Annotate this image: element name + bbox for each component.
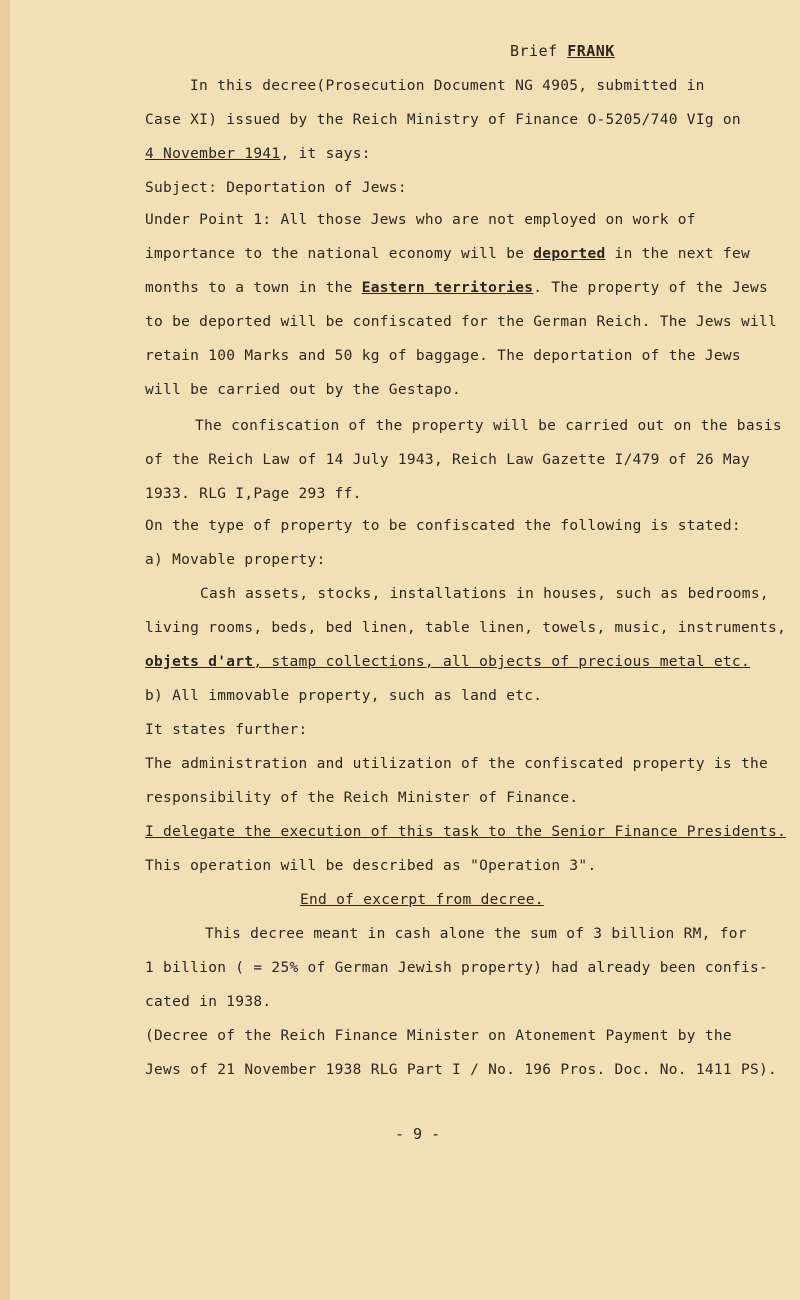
text-line [145, 1028, 732, 1044]
text-line [145, 722, 308, 738]
text-segment: Under Point 1: All those Jews who are not employed on work of [145, 212, 696, 228]
header-prefix: Brief [510, 42, 558, 60]
text-segment: in the next few [605, 246, 751, 262]
text-line [300, 892, 544, 908]
text-segment: End of excerpt from decree. [300, 892, 544, 908]
text-segment: On the type of property to be confiscated the following is stated: [145, 518, 741, 534]
text-line [145, 382, 461, 398]
text-segment: of the Reich Law of 14 July 1943, Reich Law Gazette I/479 of 26 May [145, 452, 750, 468]
text-segment: This operation will be described as "Operation 3". [145, 858, 597, 874]
text-line [145, 552, 326, 568]
text-segment: Case XI) issued by the Reich Ministry of Finance O-5205/740 VIg on [145, 112, 741, 128]
text-line [190, 78, 705, 94]
text-line [145, 518, 741, 534]
text-line [145, 824, 786, 840]
text-line [145, 180, 407, 196]
text-segment: living rooms, beds, bed linen, table linen, towels, music, instruments, [145, 620, 787, 636]
text-segment: . The property of the Jews [533, 280, 769, 296]
text-line [205, 926, 747, 942]
text-segment: Cash assets, stocks, installations in houses, such as bedrooms, [200, 586, 769, 602]
text-segment: , stamp collections, all objects of precious metal etc. [253, 654, 750, 670]
text-segment: , it says: [280, 146, 371, 162]
text-line [145, 348, 741, 364]
text-line [145, 620, 786, 636]
text-line [145, 688, 542, 704]
text-segment: to be deported will be confiscated for the German Reich. The Jews will [145, 314, 778, 330]
text-segment: 4 November 1941 [145, 146, 281, 162]
text-segment: cated in 1938. [145, 994, 272, 1010]
text-line [145, 112, 741, 128]
text-line [145, 314, 777, 330]
text-line [145, 146, 371, 162]
text-segment: Eastern territories [361, 280, 534, 296]
text-segment: 1933. RLG I,Page 293 ff. [145, 486, 362, 502]
text-segment: importance to the national economy will be [145, 246, 534, 262]
text-segment: retain 100 Marks and 50 kg of baggage. The deportation of the Jews [145, 348, 741, 364]
text-line [145, 1062, 777, 1078]
text-segment: The administration and utilization of the confiscated property is the [145, 756, 769, 772]
text-line [145, 212, 696, 228]
text-line [145, 246, 750, 262]
text-line [145, 280, 768, 296]
text-segment: Jews of 21 November 1938 RLG Part I / No. 196 Pros. Doc. No. 1411 PS). [145, 1062, 778, 1078]
text-segment: b) All immovable property, such as land etc. [145, 688, 543, 704]
text-segment: responsibility of the Reich Minister of Finance. [145, 790, 579, 806]
text-segment: objets d'art [145, 654, 254, 670]
text-segment: 1 billion ( = 25% of German Jewish property) had already been confis- [145, 960, 769, 976]
text-line [145, 858, 597, 874]
text-segment: deported [533, 246, 606, 262]
text-segment: It states further: [145, 722, 308, 738]
text-segment: will be carried out by the Gestapo. [145, 382, 462, 398]
text-line [145, 486, 362, 502]
header-name: FRANK [567, 42, 615, 60]
page-number: - 9 - [395, 1125, 441, 1143]
text-line [195, 418, 782, 434]
text-line [145, 654, 750, 670]
text-line [145, 790, 578, 806]
text-segment: a) Movable property: [145, 552, 326, 568]
text-segment: This decree meant in cash alone the sum of 3 billion RM, for [205, 926, 747, 942]
text-segment: The confiscation of the property will be carried out on the basis [195, 418, 782, 434]
text-line [145, 960, 768, 976]
header [510, 42, 615, 60]
text-segment: (Decree of the Reich Finance Minister on Atonement Payment by the [145, 1028, 732, 1044]
text-line [200, 586, 769, 602]
text-line [145, 452, 750, 468]
text-segment: I delegate the execution of this task to the Senior Finance Presidents. [145, 824, 787, 840]
text-segment: In this decree(Prosecution Document NG 4905, submitted in [190, 78, 705, 94]
text-line [145, 994, 271, 1010]
text-segment: months to a town in the [145, 280, 362, 296]
text-line [145, 756, 768, 772]
text-segment: Subject: Deportation of Jews: [145, 180, 407, 196]
